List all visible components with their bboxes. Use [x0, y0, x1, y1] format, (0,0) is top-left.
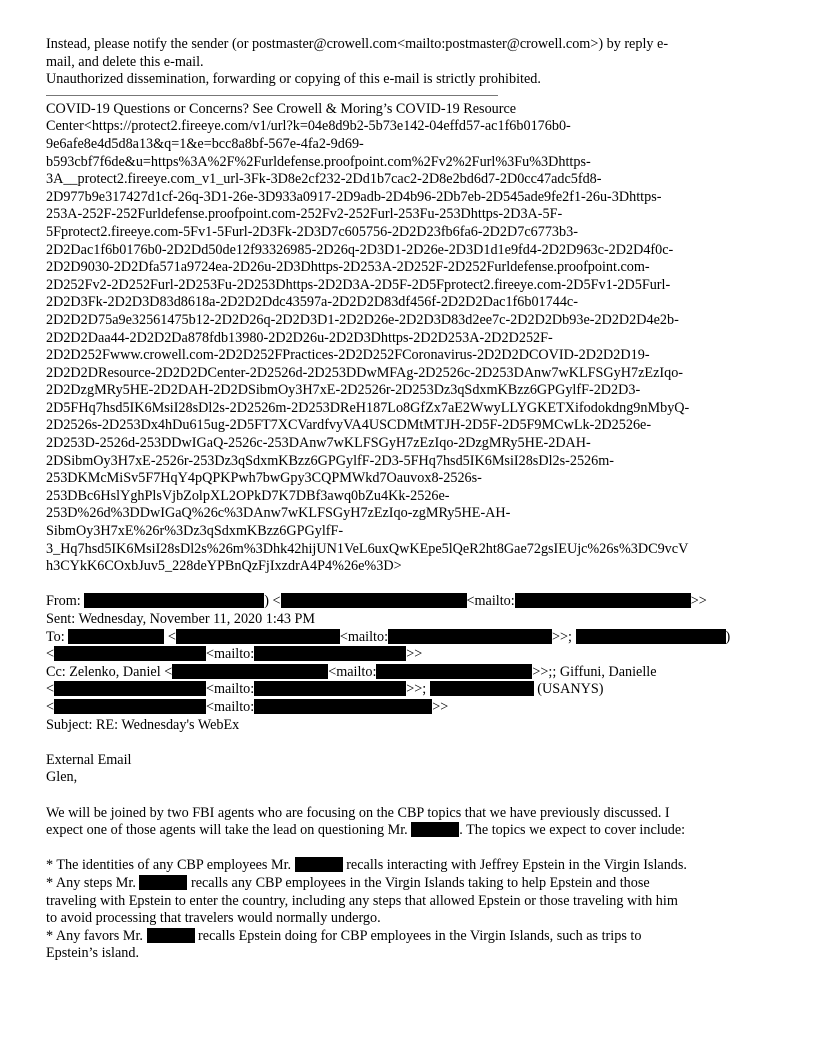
redaction-box	[281, 593, 467, 608]
covid-notice-line: COVID-19 Questions or Concerns? See Crowell & Moring’s COVID-19 Resource	[46, 100, 517, 117]
disclaimer-line: Instead, please notify the sender (or postmaster@crowell.com<mailto:postmaster@crowell.com>) by reply e-	[46, 36, 669, 52]
covid-notice-line: 2D2D9030-2D2Dfa571a9724ea-2D26u-2D3Dhttps-2D253A-2D252F-2D252Furldefense.proofpoint.com-	[46, 259, 650, 276]
redaction-box	[411, 822, 459, 837]
redaction-box	[54, 681, 206, 696]
body-paragraph: expect one of those agents will take the lead on questioning Mr. . The topics we expect to cover include:	[46, 822, 686, 839]
topic-bullet: * The identities of any CBP employees Mr. recalls interacting with Jeffrey Epstein in the Virgin Islands.	[46, 857, 687, 874]
redaction-box	[54, 646, 206, 661]
topic-bullet-continued: to avoid processing that travelers would normally undergo.	[46, 910, 381, 927]
subject-line: Subject: RE: Wednesday's WebEx	[46, 716, 240, 733]
to-line: To: < <mailto: >>; )	[46, 628, 731, 645]
covid-notice-line: 9e6afe8e4d5d8a13&q=1&e=bcc8a8bf-567e-4fa2-9d69-	[46, 135, 364, 152]
covid-notice-line: 253DKMcMiSv5F7HqY4pQPKPwh7bwGpy3CQPMWkd7Oauvox8-2526s-	[46, 470, 482, 487]
redaction-box	[254, 699, 432, 714]
covid-notice-line: b593cbf7f6de&u=https%3A%2F%2Furldefense.proofpoint.com%2Fv2%2Furl%3Fu%3Dhttps-	[46, 153, 591, 170]
external-email-banner: External Email	[46, 751, 132, 768]
covid-notice-line: 2D5FHq7hsd5IK6MsiI28sDl2s-2D2526m-2D253DReH187Lo8GfZx7aE2WwyLLYGKETXifodokdng9nMbyQ-	[46, 399, 690, 416]
covid-notice-line: 2D2D2Daa44-2D2D2Da878fdb13980-2D2D26u-2D2D3Dhttps-2D2D253A-2D2D252F-	[46, 329, 553, 346]
cc-line-continued: < <mailto: >>	[46, 698, 449, 715]
redaction-box	[254, 646, 406, 661]
disclaimer-line: Unauthorized dissemination, forwarding or copying of this e-mail is strictly prohibited.	[46, 71, 541, 88]
covid-notice-line: 2D2D252Fwww.crowell.com-2D2D252FPractices-2D2D252FCoronavirus-2D2D2DCOVID-2D2D2D19-	[46, 347, 650, 364]
covid-resource-notice	[46, 101, 776, 576]
redaction-box	[68, 629, 164, 644]
covid-notice-line: 2D2D2D75a9e32561475b12-2D2D26q-2D2D3D1-2D2D26e-2D2D3D83d2ee7c-2D2D2Db93e-2D2D2D4e2b-	[46, 311, 679, 328]
covid-notice-line: 2D253D-2526d-253DDwIGaQ-2526c-253DAnw7wKLFSGyH7zEzIqo-2DzgMRy5HE-2DAH-	[46, 435, 591, 452]
topic-bullet-continued: Epstein’s island.	[46, 945, 140, 962]
covid-notice-line: 2D252Fv2-2D252Furl-2D253Fu-2D253Dhttps-2D2D3A-2D5F-2D5Fprotect2.fireeye.com-2D5Fv1-2D5Furl-	[46, 276, 671, 293]
covid-notice-line: 2D977b9e317427d1cf-26q-3D1-26e-3D933a0917-2D9adb-2D4b96-2Db7eb-2D545ade9fe2f1-26u-3Dhttps-	[46, 188, 662, 205]
redaction-box	[430, 681, 534, 696]
covid-notice-line: 3_Hq7hsd5IK6MsiI28sDl2s%26m%3Dhk42hijUN1VeL6uxQwKEpe5lQeR2ht8Gae72gsIEUjc%26s%3DC9vcV	[46, 540, 689, 557]
cc-line-continued: < <mailto: >>; (USANYS)	[46, 681, 604, 698]
redaction-box	[147, 928, 195, 943]
redaction-box	[176, 629, 340, 644]
cc-line: Cc: Zelenko, Daniel < <mailto: >>;; Giffuni, Danielle	[46, 663, 657, 680]
covid-notice-line: 2D2D2DResource-2D2D2DCenter-2D2526d-2D253DDwMFAg-2D2526c-2D253DAnw7wKLFSGyH7zEzIqo-	[46, 364, 684, 381]
confidentiality-disclaimer	[46, 36, 776, 89]
redaction-box	[139, 875, 187, 890]
covid-notice-line: h3CYkK6COxbJuv5_228deYPBnQzFjIxzdrA4P4%26e%3D>	[46, 558, 402, 575]
email-page	[46, 36, 776, 963]
covid-notice-line: 253A-252F-252Furldefense.proofpoint.com-252Fv2-252Furl-253Fu-253Dhttps-2D3A-5F-	[46, 206, 563, 223]
redaction-box	[84, 593, 264, 608]
covid-notice-line: Center<https://protect2.fireeye.com/v1/url?k=04e8d9b2-5b73e142-04effd57-ac1f6b0176b0-	[46, 118, 571, 135]
covid-notice-line: 2DSibmOy3H7xE-2526r-253Dz3qSdxmKBzz6GPGylfF-2D3-5FHq7hsd5IK6MsiI28sDl2s-2526m-	[46, 452, 614, 469]
covid-notice-line: 253DBc6HslYghPlsVjbZolpXL2OPkD7K7DBf3awq0bZu4Kk-2526e-	[46, 487, 450, 504]
disclaimer-line: mail, and delete this e-mail.	[46, 53, 204, 70]
covid-notice-line: 2D2526s-2D253Dx4hDu615ug-2D5FT7XCVardfvyVA4USCDMtMTJH-2D5F-2D5F9MCwLk-2D2526e-	[46, 417, 652, 434]
topic-bullet: * Any steps Mr. recalls any CBP employees in the Virgin Islands taking to help Epstein and those	[46, 874, 650, 891]
redaction-box	[576, 629, 726, 644]
email-body	[46, 752, 776, 963]
covid-notice-line: 2D2Dac1f6b0176b0-2D2Dd50de12f93326985-2D26q-2D3D1-2D26e-2D3D1d1e9fd4-2D2D963c-2D2D4f0c-	[46, 241, 674, 258]
redaction-box	[295, 857, 343, 872]
redaction-box	[54, 699, 206, 714]
redaction-box	[376, 664, 532, 679]
topic-bullet-continued: traveling with Epstein to enter the country, including any steps that allowed Epstein or those traveling with him	[46, 892, 678, 909]
redaction-box	[388, 629, 552, 644]
covid-notice-line: 5Fprotect2.fireeye.com-5Fv1-5Furl-2D3Fk-2D3D7c605756-2D2D23fb6fa6-2D2D7c6773b3-	[46, 223, 578, 240]
redaction-box	[254, 681, 406, 696]
redaction-box	[172, 664, 328, 679]
greeting: Glen,	[46, 769, 78, 786]
to-line-continued: < <mailto: >>	[46, 646, 423, 663]
forwarded-email-header	[46, 593, 776, 734]
covid-notice-line: 2D2D3Fk-2D2D3D83d8618a-2D2D2Ddc43597a-2D2D2D83df456f-2D2D2Dac1f6b01744c-	[46, 294, 578, 311]
topic-bullet: * Any favors Mr. recalls Epstein doing for CBP employees in the Virgin Islands, such as trips to	[46, 927, 642, 944]
from-line: From: ) < <mailto: >>	[46, 593, 707, 610]
sent-line: Sent: Wednesday, November 11, 2020 1:43 PM	[46, 611, 316, 627]
covid-notice-line: 253D%26d%3DDwIGaQ%26c%3DAnw7wKLFSGyH7zEzIqo-zgMRy5HE-AH-	[46, 505, 511, 522]
signature-divider	[46, 95, 498, 96]
redaction-box	[515, 593, 691, 608]
body-paragraph: We will be joined by two FBI agents who are focusing on the CBP topics that we have previously discussed. I	[46, 804, 670, 821]
covid-notice-line: 2D2DzgMRy5HE-2D2DAH-2D2DSibmOy3H7xE-2D2526r-2D253Dz3qSdxmKBzz6GPGylfF-2D2D3-	[46, 382, 641, 399]
covid-notice-line: SibmOy3H7xE%26r%3Dz3qSdxmKBzz6GPGylfF-	[46, 523, 344, 540]
covid-notice-line: 3A__protect2.fireeye.com_v1_url-3Fk-3D8e2cf232-2Dd1b7cac2-2D8e2bd6d7-2D0cc47adc5fd8-	[46, 171, 602, 188]
